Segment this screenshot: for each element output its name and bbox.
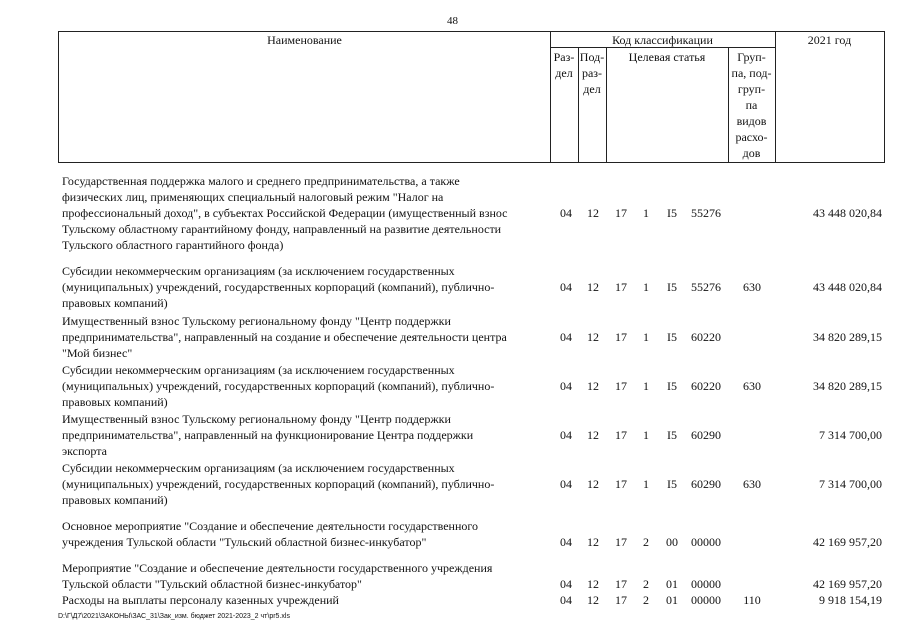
program-code: 17 <box>615 428 627 442</box>
subprogram-code: 1 <box>643 330 649 344</box>
expense-type-code: 630 <box>743 379 761 393</box>
event-code: I5 <box>667 280 677 294</box>
amount: 9 918 154,19 <box>819 593 882 607</box>
amount: 43 448 020,84 <box>813 280 882 294</box>
section-code: 04 <box>560 593 572 607</box>
subprogram-code: 1 <box>643 379 649 393</box>
subsection-code: 12 <box>587 280 599 294</box>
event-code: I5 <box>667 379 677 393</box>
expense-type-code: 630 <box>743 280 761 294</box>
row-name: Мероприятие "Создание и обеспечение деятельности государственного учреждения Тульской области "Тульский областной бизнес-инкубатор" <box>62 561 493 591</box>
row-name: Субсидии некоммерческим организациям (за исключением государственных (муниципальных) учреждений, государственных корпораций (компаний), публично- правовых компаний) <box>62 461 495 507</box>
section-code: 04 <box>560 379 572 393</box>
event-code: 00 <box>666 535 678 549</box>
expense-type-code: 110 <box>743 593 761 607</box>
subsection-code: 12 <box>587 593 599 607</box>
direction-code: 00000 <box>691 577 721 591</box>
subsection-header: Под- раз- дел <box>579 50 605 96</box>
subprogram-code: 2 <box>643 593 649 607</box>
subsection-code: 12 <box>587 577 599 591</box>
expense-group-header: Груп- па, под- груп- па видов расхо- дов <box>731 50 772 160</box>
subprogram-code: 1 <box>643 428 649 442</box>
program-code: 17 <box>615 206 627 220</box>
direction-code: 55276 <box>691 206 721 220</box>
program-code: 17 <box>615 477 627 491</box>
direction-code: 60290 <box>691 477 721 491</box>
event-code: I5 <box>667 206 677 220</box>
subprogram-code: 2 <box>643 577 649 591</box>
expense-type-code: 630 <box>743 477 761 491</box>
amount: 7 314 700,00 <box>819 428 882 442</box>
section-code: 04 <box>560 330 572 344</box>
row-name: Субсидии некоммерческим организациям (за исключением государственных (муниципальных) учреждений, государственных корпораций (компаний), публично- правовых компаний) <box>62 264 495 310</box>
subsection-code: 12 <box>587 330 599 344</box>
section-header: Раз- дел <box>553 50 575 80</box>
name-column-header: Наименование <box>267 33 342 47</box>
direction-code: 55276 <box>691 280 721 294</box>
subsection-code: 12 <box>587 535 599 549</box>
direction-code: 00000 <box>691 535 721 549</box>
row-name: Имущественный взнос Тульскому региональному фонду "Центр поддержки предпринимательства", направленный на создание и обеспечение деятельности центра "Мой бизнес" <box>62 314 507 360</box>
subprogram-code: 1 <box>643 206 649 220</box>
direction-code: 60220 <box>691 379 721 393</box>
table-header <box>58 31 885 163</box>
event-code: 01 <box>666 593 678 607</box>
amount: 7 314 700,00 <box>819 477 882 491</box>
classification-code-header: Код классификации <box>612 33 713 47</box>
row-name: Государственная поддержка малого и среднего предпринимательства, а также физических лиц, применяющих специальный налоговый режим "Налог на профессиональный доход", в субъектах Российской Федерации (имущественный взнос Тульскому областному гарантийному фонду, направленный на развитие деятельности Тульского областного гарантийного фонда) <box>62 174 508 252</box>
event-code: I5 <box>667 330 677 344</box>
section-code: 04 <box>560 535 572 549</box>
event-code: I5 <box>667 477 677 491</box>
section-code: 04 <box>560 206 572 220</box>
amount: 42 169 957,20 <box>813 577 882 591</box>
file-path: D:\Г\Д7\2021\ЗАКОНЫ\ЗАС_31\Зак_изм. бюджет 2021-2023_2 чт\pr5.xls <box>58 613 290 620</box>
subsection-code: 12 <box>587 379 599 393</box>
amount: 42 169 957,20 <box>813 535 882 549</box>
subprogram-code: 1 <box>643 280 649 294</box>
program-code: 17 <box>615 379 627 393</box>
row-name: Основное мероприятие "Создание и обеспечение деятельности государственного учреждения Тульской области "Тульский областной бизнес-инкубатор" <box>62 519 478 549</box>
row-name: Субсидии некоммерческим организациям (за исключением государственных (муниципальных) учреждений, государственных корпораций (компаний), публично- правовых компаний) <box>62 363 495 409</box>
section-code: 04 <box>560 280 572 294</box>
program-code: 17 <box>615 577 627 591</box>
amount: 34 820 289,15 <box>813 379 882 393</box>
direction-code: 60290 <box>691 428 721 442</box>
subsection-code: 12 <box>587 206 599 220</box>
amount: 34 820 289,15 <box>813 330 882 344</box>
row-name: Имущественный взнос Тульскому региональному фонду "Центр поддержки предпринимательства", направленный на функционирование Центра поддержки экспорта <box>62 412 474 458</box>
section-code: 04 <box>560 477 572 491</box>
subprogram-code: 1 <box>643 477 649 491</box>
section-code: 04 <box>560 428 572 442</box>
page-number: 48 <box>447 15 458 27</box>
event-code: 01 <box>666 577 678 591</box>
section-code: 04 <box>560 577 572 591</box>
program-code: 17 <box>615 280 627 294</box>
program-code: 17 <box>615 593 627 607</box>
subsection-code: 12 <box>587 428 599 442</box>
event-code: I5 <box>667 428 677 442</box>
target-article-header: Целевая статья <box>628 50 706 64</box>
program-code: 17 <box>615 330 627 344</box>
row-name: Расходы на выплаты персоналу казенных учреждений <box>62 593 339 607</box>
subprogram-code: 2 <box>643 535 649 549</box>
direction-code: 60220 <box>691 330 721 344</box>
subsection-code: 12 <box>587 477 599 491</box>
program-code: 17 <box>615 535 627 549</box>
direction-code: 00000 <box>691 593 721 607</box>
year-column-header: 2021 год <box>807 33 852 47</box>
amount: 43 448 020,84 <box>813 206 882 220</box>
